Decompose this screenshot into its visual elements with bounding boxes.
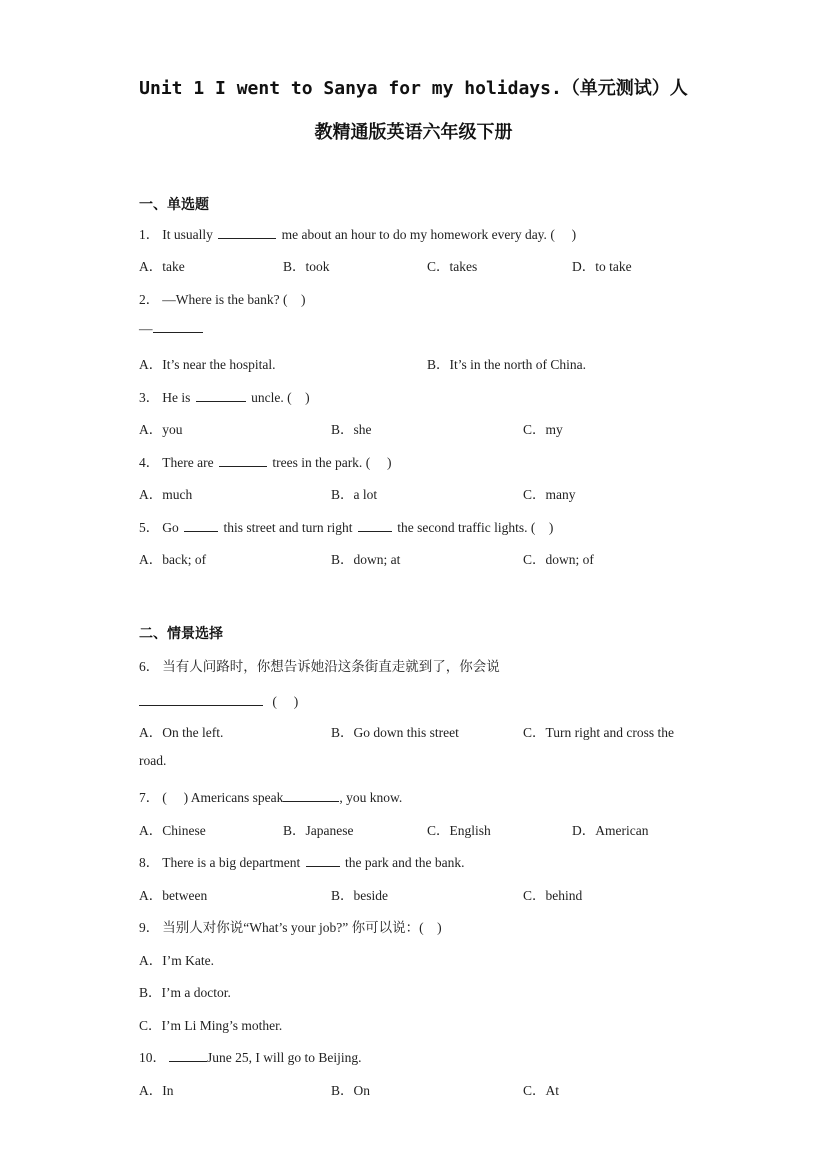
option-c[interactable]: C．my — [523, 422, 563, 437]
answer-blank[interactable] — [153, 320, 203, 333]
question-2 — [139, 288, 305, 308]
answer-parentheses[interactable]: ( ) — [550, 227, 577, 242]
option-b[interactable]: B．down; at — [331, 552, 401, 567]
question-number: 8． — [139, 855, 160, 870]
question-text: the park and the bank. — [344, 855, 465, 870]
question-5 — [139, 516, 553, 536]
option-a[interactable]: A．between — [139, 888, 208, 903]
question-number: 2． — [139, 292, 160, 307]
answer-blank[interactable] — [306, 854, 340, 867]
question-text: uncle. — [251, 390, 284, 405]
answer-parentheses[interactable]: ( ) — [287, 390, 310, 405]
option-c[interactable]: C．At — [523, 1083, 560, 1098]
answer-parentheses[interactable]: ( ) — [272, 694, 299, 709]
question-6 — [139, 655, 500, 675]
question-text: He is — [162, 390, 191, 405]
question-number: 3． — [139, 390, 160, 405]
question-text: , you know. — [339, 790, 403, 805]
section-heading: 二、情景选择 — [139, 626, 223, 642]
answer-parentheses[interactable]: ( ) — [365, 455, 392, 470]
answer-blank[interactable] — [358, 519, 392, 532]
answer-parentheses[interactable]: ( ) — [419, 920, 442, 935]
document-title-line1: Unit 1 I went to Sanya for my holidays.（单元测试）人 — [139, 78, 688, 99]
answer-line — [139, 320, 205, 337]
answer-blank[interactable] — [218, 226, 276, 239]
question-8 — [139, 851, 465, 871]
question-text: trees in the park. — [272, 455, 363, 470]
question-text: Americans speak — [190, 790, 284, 805]
option-c-continued: road. — [139, 753, 167, 768]
option-b[interactable]: B．On — [331, 1083, 371, 1098]
question-number: 5． — [139, 520, 160, 535]
question-number: 1． — [139, 227, 160, 242]
option-c[interactable]: C．Turn right and cross the — [523, 725, 674, 740]
option-b[interactable]: B．It’s in the north of China. — [427, 357, 586, 372]
option-a[interactable]: A．you — [139, 422, 183, 437]
question-number: 7． — [139, 790, 160, 805]
question-9 — [139, 916, 442, 936]
option-b[interactable]: B．she — [331, 422, 372, 437]
option-b[interactable]: B．beside — [331, 888, 388, 903]
option-b[interactable]: B．took — [283, 259, 330, 274]
answer-parentheses[interactable]: ( ) — [282, 292, 306, 307]
option-a[interactable]: A．I’m Kate. — [139, 953, 214, 968]
section-heading: 一、单选题 — [139, 197, 209, 213]
question-text: the second traffic lights. — [397, 520, 528, 535]
option-d[interactable]: D．to take — [572, 259, 632, 274]
answer-blank[interactable] — [283, 789, 339, 802]
question-3 — [139, 386, 310, 406]
question-number: 9． — [139, 920, 160, 935]
answer-blank[interactable] — [139, 693, 263, 706]
question-number: 4． — [139, 455, 160, 470]
question-text: this street and turn right — [223, 520, 353, 535]
question-10 — [139, 1046, 362, 1066]
answer-blank[interactable] — [196, 389, 246, 402]
option-a[interactable]: A．Chinese — [139, 823, 206, 838]
answer-blank[interactable] — [184, 519, 218, 532]
option-c[interactable]: C．many — [523, 487, 576, 502]
answer-line — [139, 690, 298, 710]
question-text: —Where is the bank? — [162, 292, 280, 307]
option-a[interactable]: A．back; of — [139, 552, 207, 567]
answer-parentheses[interactable]: ( ) — [162, 790, 189, 805]
question-number: 6． — [139, 659, 160, 674]
option-a[interactable]: A．On the left. — [139, 725, 224, 740]
question-text: June 25, I will go to Beijing. — [207, 1050, 362, 1065]
question-text: It usually — [162, 227, 213, 242]
option-a[interactable]: A．It’s near the hospital. — [139, 357, 276, 372]
question-text: There are — [162, 455, 214, 470]
option-d[interactable]: D．American — [572, 823, 649, 838]
option-b[interactable]: B．Go down this street — [331, 725, 459, 740]
question-text: There is a big department — [162, 855, 301, 870]
option-a[interactable]: A．take — [139, 259, 185, 274]
question-text: Go — [162, 520, 179, 535]
option-c[interactable]: C．down; of — [523, 552, 594, 567]
question-text: 当别人对你说“What’s your job?” 你可以说： — [162, 920, 420, 935]
option-c[interactable]: C．takes — [427, 259, 478, 274]
option-c[interactable]: C．behind — [523, 888, 583, 903]
option-a[interactable]: A．In — [139, 1083, 174, 1098]
option-c[interactable]: C．English — [427, 823, 491, 838]
option-b[interactable]: B．a lot — [331, 487, 378, 502]
question-text: me about an hour to do my homework every day. — [281, 227, 547, 242]
document-title-line2: 教精通版英语六年级下册 — [314, 122, 513, 143]
question-text: 当有人问路时，你想告诉她沿这条街直走就到了，你会说 — [162, 659, 500, 674]
option-b[interactable]: B．I’m a doctor. — [139, 985, 231, 1000]
question-4 — [139, 451, 392, 471]
option-b[interactable]: B．Japanese — [283, 823, 354, 838]
answer-parentheses[interactable]: ( ) — [530, 520, 554, 535]
dash-prefix: — — [139, 321, 153, 336]
option-c[interactable]: C．I’m Li Ming’s mother. — [139, 1018, 283, 1033]
question-1 — [139, 223, 576, 243]
question-7 — [139, 786, 402, 806]
answer-blank[interactable] — [169, 1049, 207, 1062]
question-number: 10． — [139, 1050, 166, 1065]
option-a[interactable]: A．much — [139, 487, 193, 502]
answer-blank[interactable] — [219, 454, 267, 467]
